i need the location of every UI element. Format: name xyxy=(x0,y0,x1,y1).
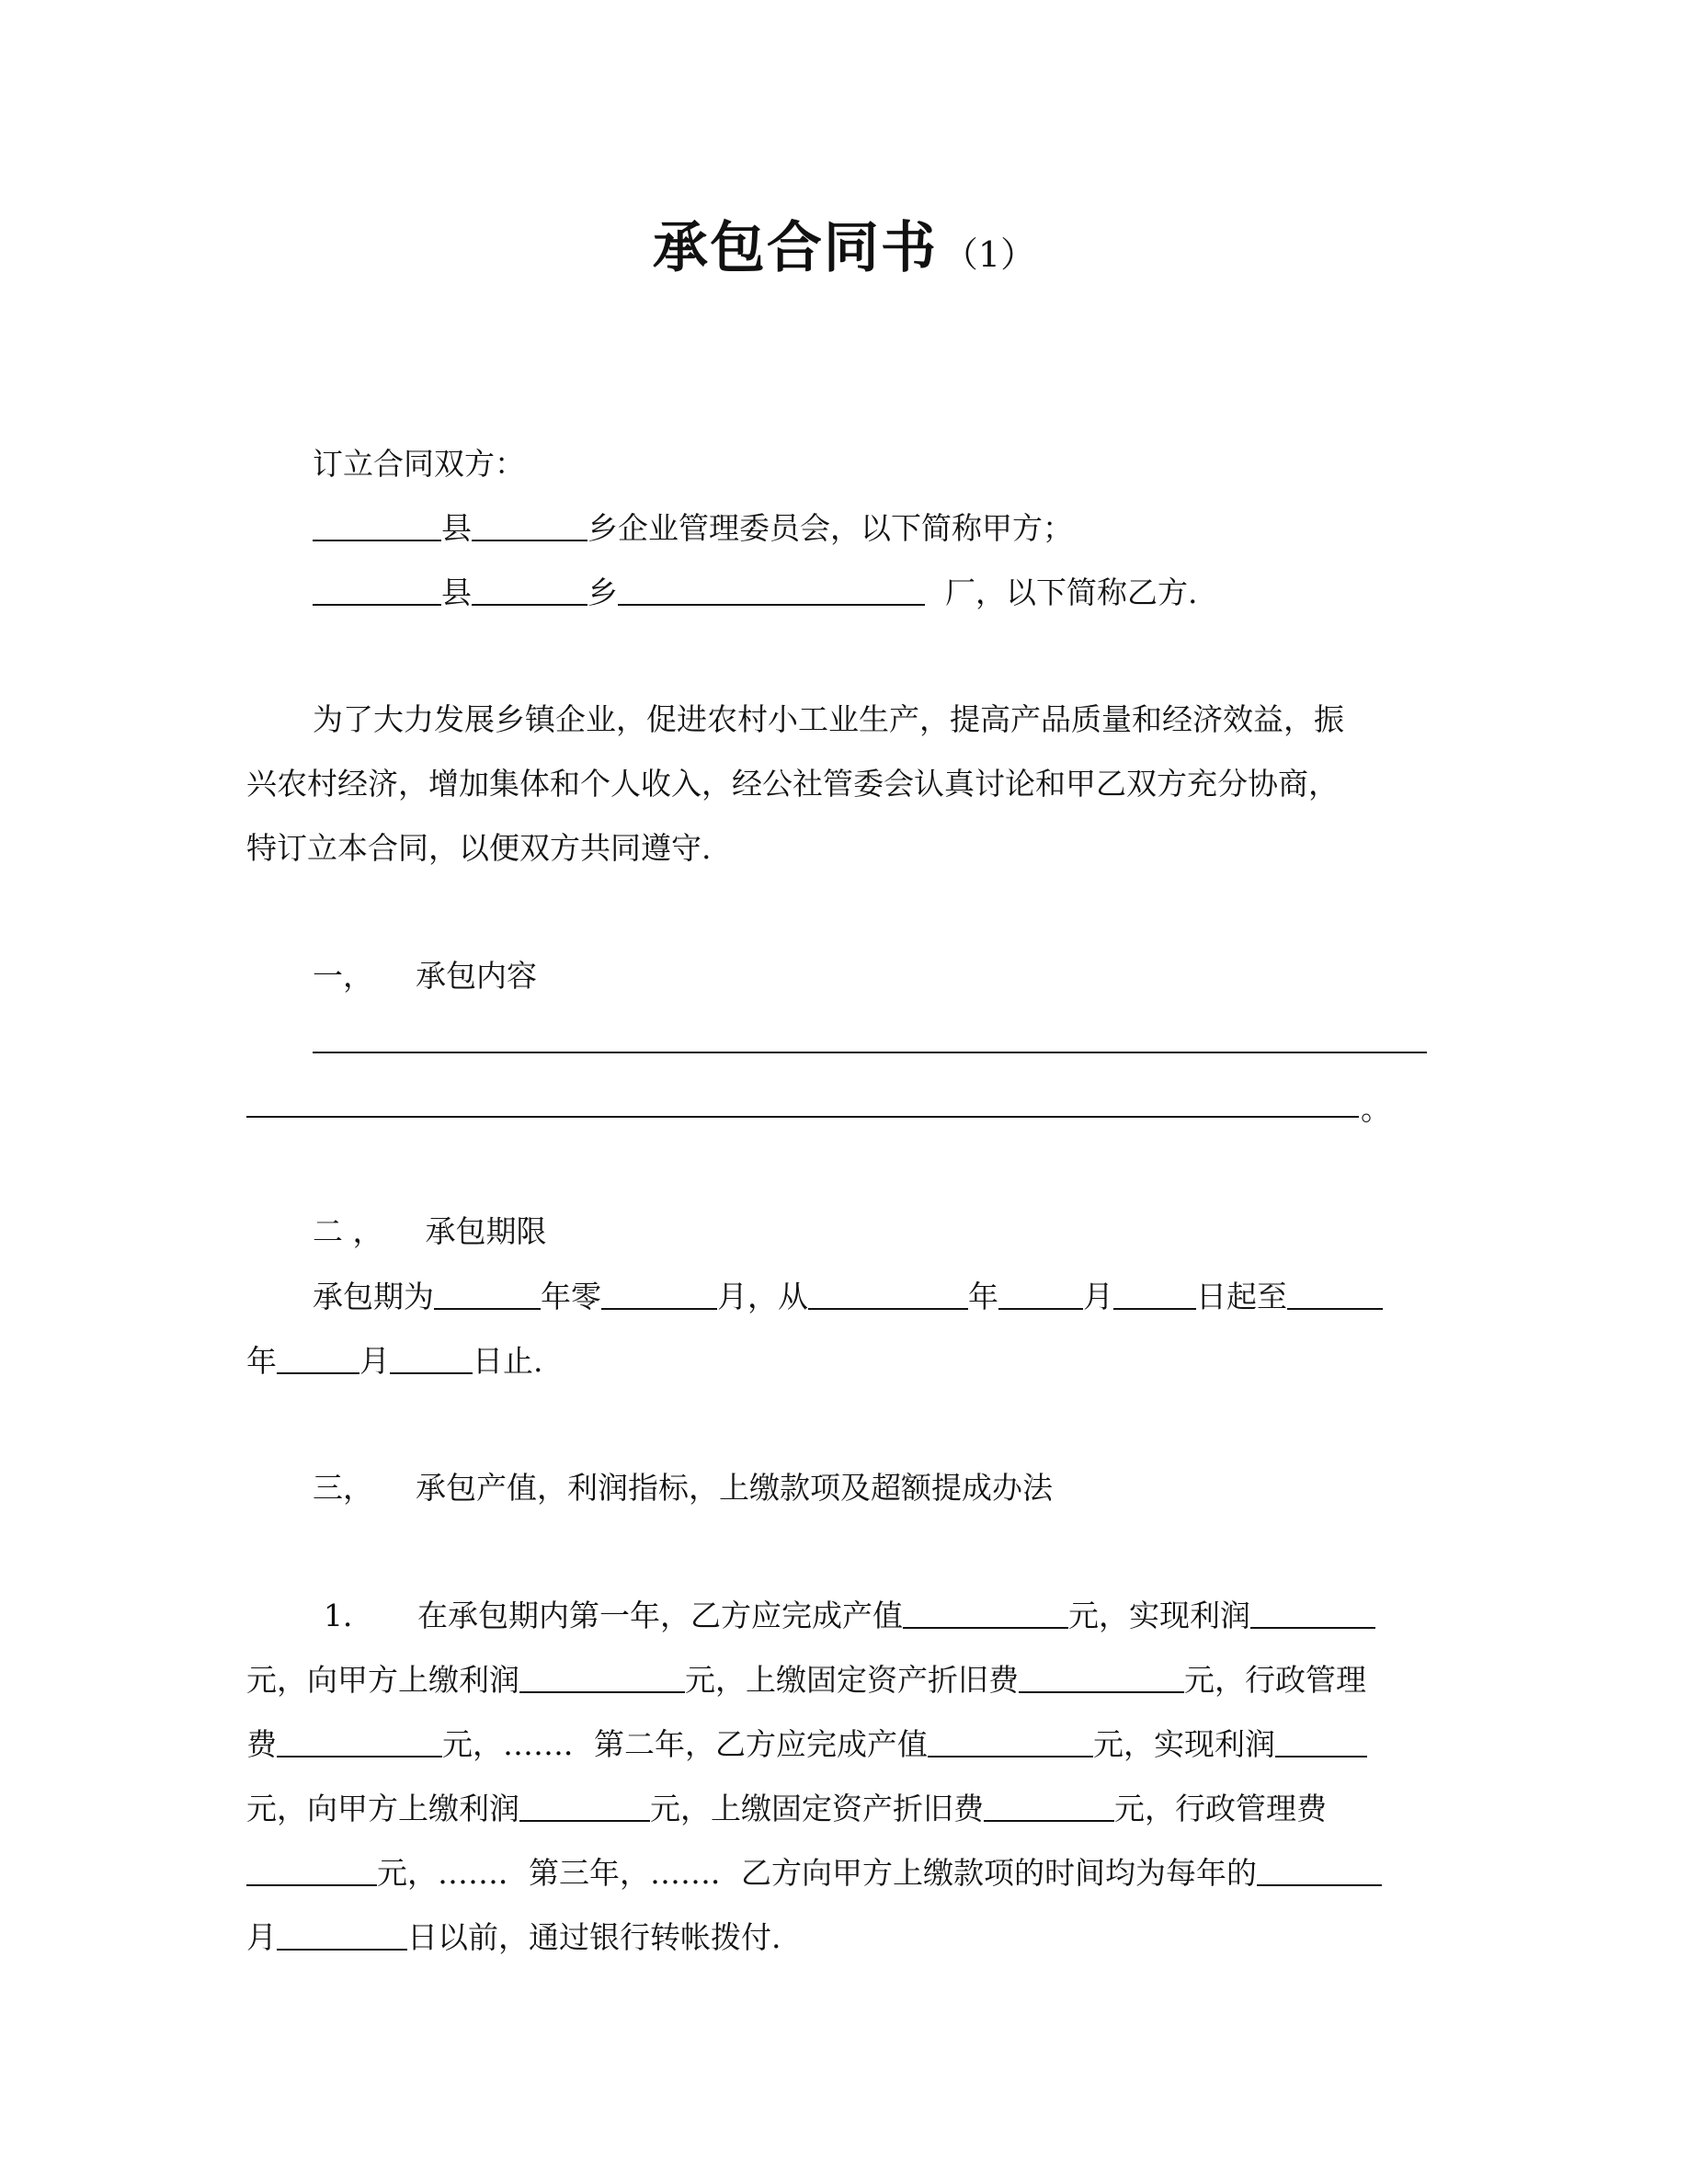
blank-field[interactable] xyxy=(1275,1728,1367,1757)
blank-field[interactable] xyxy=(903,1599,1068,1629)
blank-field[interactable] xyxy=(998,1280,1083,1310)
section-2-heading: 二 ， 承包期限 xyxy=(313,1213,547,1249)
party-a-line: 县 乡企业管理委员会，以下简称甲方； xyxy=(313,512,1073,543)
blank-field[interactable] xyxy=(1019,1664,1184,1693)
clause-1-line-5: 元，……．第三年，……．乙方向甲方上缴款项的时间均为每年的 xyxy=(246,1857,1382,1888)
blank-field[interactable] xyxy=(277,1728,442,1757)
blank-field[interactable] xyxy=(1113,1280,1196,1310)
section-3-heading: 三， 承包产值，利润指标，上缴款项及超额提成办法 xyxy=(313,1470,1053,1506)
clause-1-line-2: 元，向甲方上缴利润 元，上缴固定资产折旧费 元，行政管理 xyxy=(246,1662,1366,1698)
title-number: （1） xyxy=(942,234,1036,275)
blank-field[interactable] xyxy=(277,1345,359,1374)
clause-1-line-3: 费 元，……．第二年，乙方应完成产值 元，实现利润 xyxy=(246,1728,1367,1759)
section-1-heading: 一， 承包内容 xyxy=(313,958,537,994)
blank-field[interactable] xyxy=(472,576,587,606)
blank-field[interactable] xyxy=(1287,1280,1383,1310)
blank-field[interactable] xyxy=(277,1921,407,1951)
clause-1-line-4: 元，向甲方上缴利润 元，上缴固定资产折旧费 元，行政管理费 xyxy=(246,1791,1327,1826)
preamble-line: 兴农村经济，增加集体和个人收入，经公社管委会认真讨论和甲乙双方充分协商， xyxy=(246,766,1339,802)
blank-field[interactable] xyxy=(808,1280,968,1310)
blank-field[interactable] xyxy=(928,1728,1093,1757)
preamble-line: 为了大力发展乡镇企业，促进农村小工业生产，提高产品质量和经济效益，振 xyxy=(313,701,1344,737)
blank-field[interactable] xyxy=(519,1792,650,1822)
blank-field[interactable] xyxy=(1257,1857,1382,1886)
blank-field[interactable] xyxy=(1250,1599,1375,1629)
preamble-line: 特订立本合同，以便双方共同遵守. xyxy=(246,830,712,866)
clause-1-line-1: 1． 在承包期内第一年，乙方应完成产值 元，实现利润 xyxy=(324,1599,1375,1631)
parties-heading: 订立合同双方： xyxy=(313,446,525,482)
term-line-2: 年 月 日止. xyxy=(246,1343,543,1379)
blank-field[interactable] xyxy=(601,1280,717,1310)
section-1-end: 。 xyxy=(1361,1091,1391,1127)
blank-field[interactable] xyxy=(434,1280,541,1310)
blank-field[interactable] xyxy=(313,512,441,541)
blank-line[interactable] xyxy=(246,1116,1359,1118)
blank-field[interactable] xyxy=(618,576,925,606)
blank-field[interactable] xyxy=(313,576,441,606)
title-main: 承包合同书 xyxy=(652,216,938,280)
blank-field[interactable] xyxy=(472,512,587,541)
document-title xyxy=(0,204,1688,283)
blank-field[interactable] xyxy=(519,1664,685,1693)
blank-field[interactable] xyxy=(984,1792,1114,1822)
blank-line[interactable] xyxy=(313,1052,1427,1053)
party-b-line: 县 乡 厂，以下简称乙方. xyxy=(313,576,1198,608)
term-line-1: 承包期为 年零 月，从 年 月 日起至 xyxy=(313,1280,1383,1312)
clause-1-line-6: 月 日以前，通过银行转帐拨付. xyxy=(246,1919,781,1955)
blank-field[interactable] xyxy=(390,1345,473,1374)
blank-field[interactable] xyxy=(246,1857,377,1886)
